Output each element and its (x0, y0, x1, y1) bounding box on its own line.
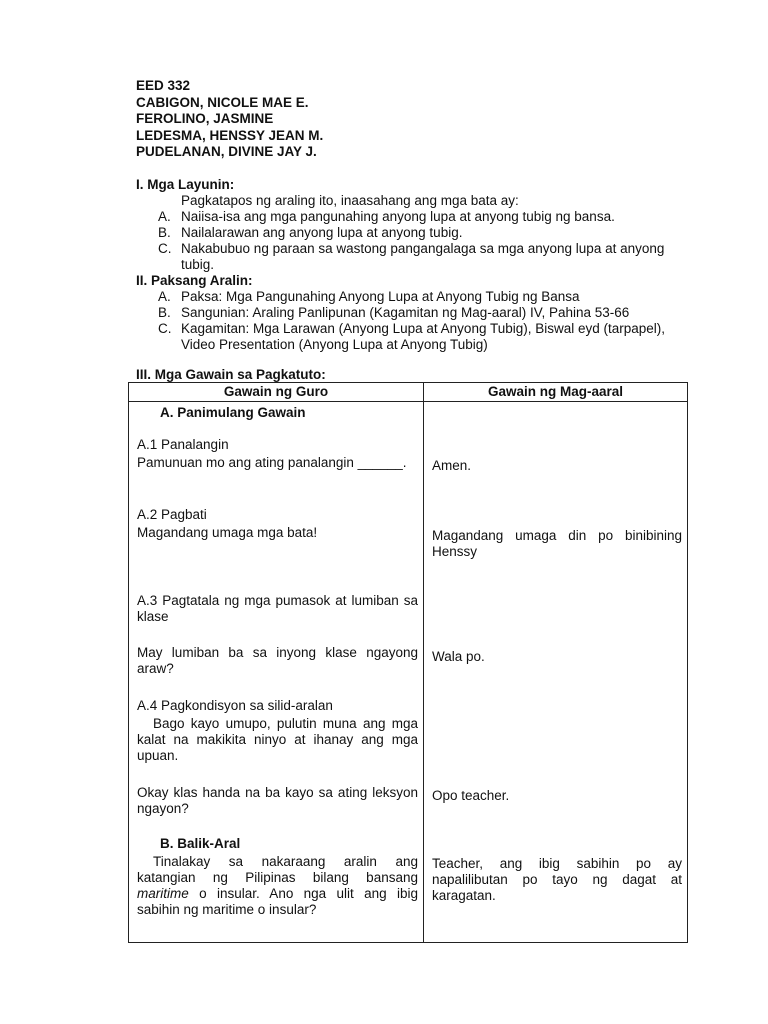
subject-matter-section (136, 273, 688, 353)
response-review: Teacher, ang ibig sabihin po ay napalilibutan po tayo ng dagat at karagatan. (432, 856, 682, 903)
response-greeting: Magandang umaga din po binibining Henssy (432, 528, 682, 559)
author-name: LEDESMA, HENSSY JEAN M. (136, 127, 324, 143)
a4-title: A.4 Pagkondisyon sa silid-aralan (137, 698, 333, 713)
list-item: C. Nakabubuo ng paraan sa wastong pangangalaga sa mga anyong lupa at anyong tubig. (158, 240, 665, 272)
list-item: C. Kagamitan: Mga Larawan (Anyong Lupa at Anyong Tubig), Biswal eyd (tarpapel), Video Presentation (Anyong Lupa at Anyong Tubig) (158, 320, 666, 352)
teacher-column-header: Gawain ng Guro (129, 383, 424, 402)
objectives-title: I. Mga Layunin: (136, 176, 235, 192)
author-name: PUDELANAN, DIVINE JAY J. (136, 144, 317, 160)
a2-text: Magandang umaga mga bata! (137, 525, 318, 540)
a4-text: Bago kayo umupo, pulutin muna ang mga kalat na makikita ninyo at ihanay ang mga upuan. (137, 716, 418, 763)
panimulang-heading: A. Panimulang Gawain (160, 405, 306, 420)
activities-table (128, 382, 688, 943)
balik-aral-text: Tinalakay sa nakaraang aralin ang katangian ng Pilipinas bilang bansang maritime o insular. Ano nga ulit ang ibig sabihin ng maritime o insular? (137, 854, 418, 917)
a1-text: Pamunuan mo ang ating panalangin ______. (137, 455, 407, 470)
subject-matter-title: II. Paksang Aralin: (136, 272, 253, 288)
objectives-section (136, 177, 688, 273)
list-item: A. Naiisa-isa ang mga pangunahing anyong lupa at anyong tubig ng bansa. (158, 208, 615, 224)
response-ready: Opo teacher. (432, 788, 510, 803)
list-item: A. Paksa: Mga Pangunahing Anyong Lupa at Anyong Tubig ng Bansa (158, 288, 580, 304)
author-name: CABIGON, NICOLE MAE E. (136, 94, 309, 110)
author-name: FEROLINO, JASMINE (136, 111, 274, 127)
a3-text: May lumiban ba sa inyong klase ngayong araw? (137, 645, 418, 676)
a2-title: A.2 Pagbati (137, 507, 207, 522)
objectives-intro: Pagkatapos ng araling ito, inaasahang ang mga bata ay: (181, 192, 519, 208)
document-page (136, 78, 688, 396)
a4-text2: Okay klas handa na ba kayo sa ating leksyon ngayon? (137, 785, 418, 816)
a1-title: A.1 Panalangin (137, 437, 229, 452)
list-item: B. Sangunian: Araling Panlipunan (Kagamitan ng Mag-aaral) IV, Pahina 53-66 (158, 304, 630, 320)
response-attendance: Wala po. (432, 649, 485, 664)
student-column (424, 402, 688, 943)
activities-title: III. Mga Gawain sa Pagkatuto: (136, 366, 326, 382)
course-code: EED 332 (136, 78, 191, 93)
teacher-column (129, 402, 424, 943)
objectives-list (136, 209, 688, 273)
student-column-header: Gawain ng Mag-aaral (424, 383, 688, 402)
balik-aral-heading: B. Balik-Aral (160, 836, 241, 851)
a3-title: A.3 Pagtatala ng mga pumasok at lumiban sa klase (137, 593, 418, 624)
response-amen: Amen. (432, 458, 472, 473)
list-item: B. Nailalarawan ang anyong lupa at anyong tubig. (158, 224, 463, 240)
subject-matter-list (136, 289, 688, 353)
